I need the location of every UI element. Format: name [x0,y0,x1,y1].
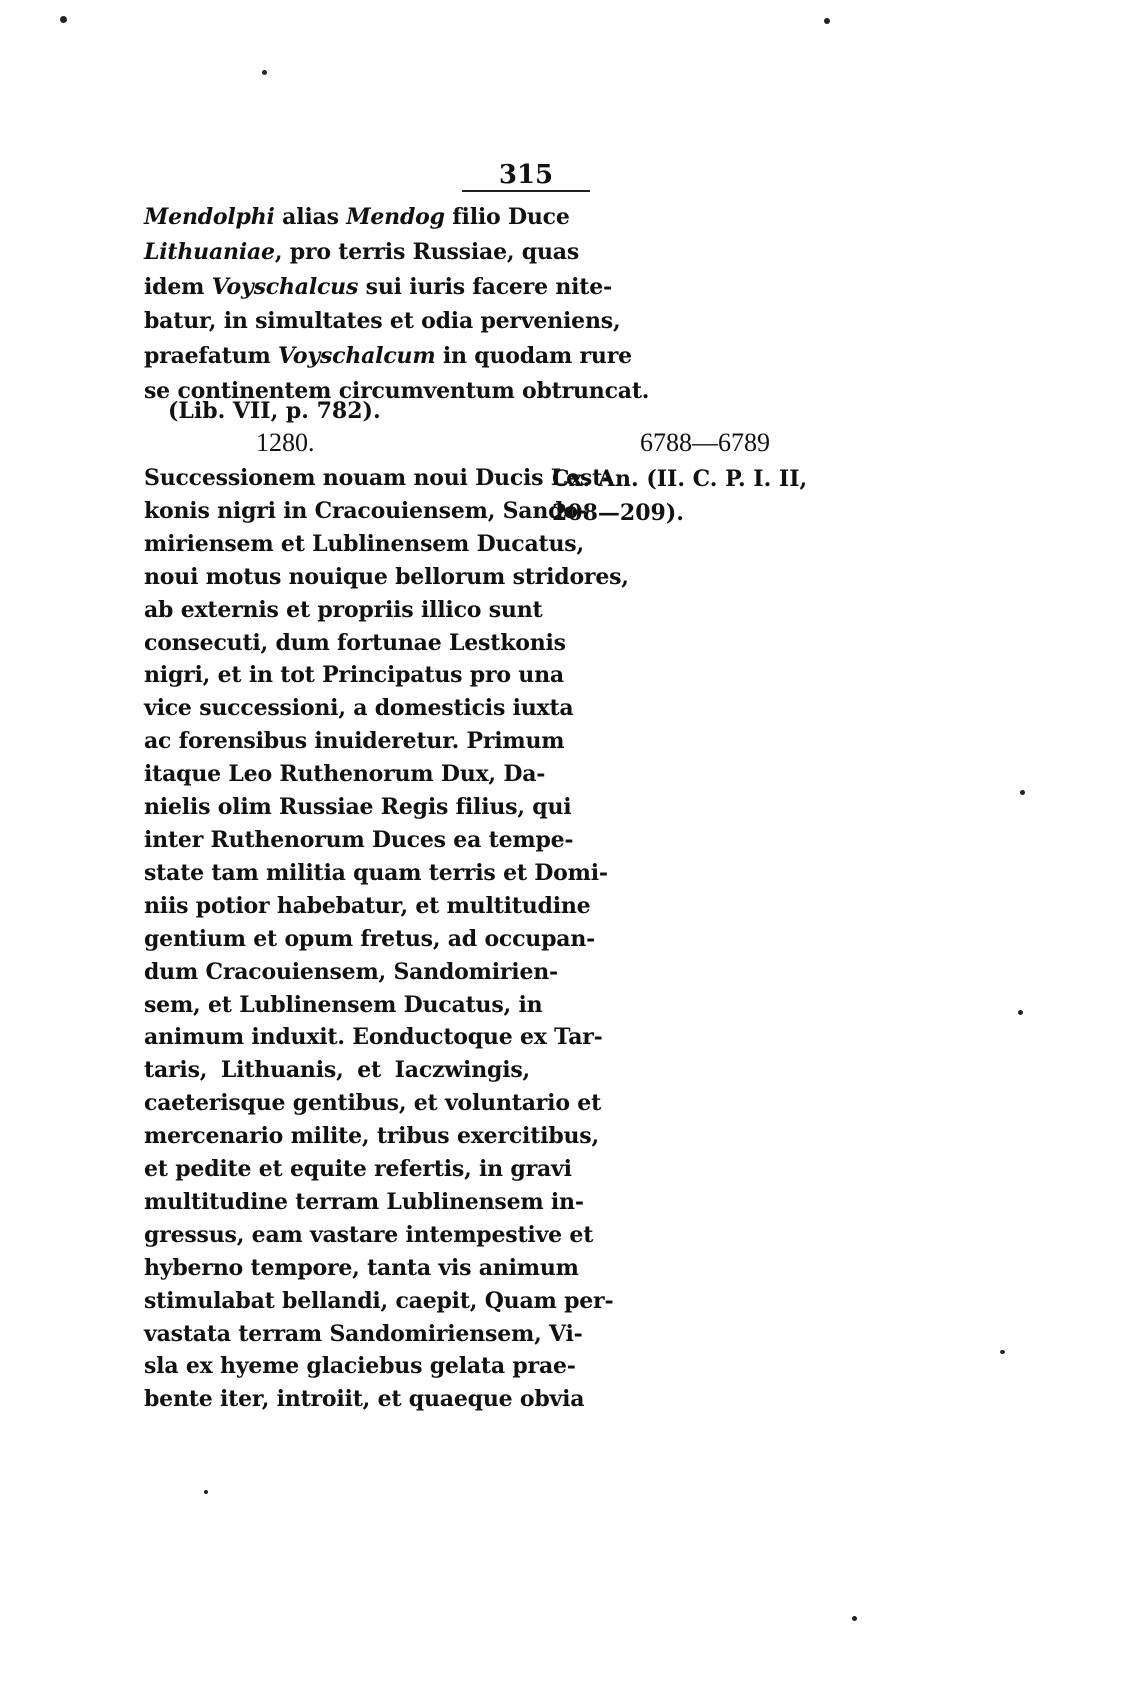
text-line: niis potior habebatur, et multitudine [144,892,591,919]
text-line: noui motus nouique bellorum stridores, [144,563,629,590]
text-line: miriensem et Lublinensem Ducatus, [144,530,584,557]
text-line: se continentem circumventum obtruncat. [144,377,650,404]
scan-speck [852,1616,857,1621]
text-line: caeterisque gentibus, et voluntario et [144,1090,602,1117]
text-line: gressus, eam vastare intempestive et [144,1221,594,1248]
text-line: itaque Leo Ruthenorum Dux, Da- [144,761,546,788]
text-line: Mendolphi alias Mendog filio Duce [144,204,570,230]
text-line: multitudine terram Lublinensem in- [144,1188,584,1215]
text-line: praefatum Voyschalcum in quodam rure [144,343,632,370]
text-line: vice successioni, a domesticis iuxta [144,695,574,722]
scan-speck [1020,790,1025,795]
text-line: Successionem nouam noui Ducis Lest- [144,465,611,491]
text-line: sla ex hyeme glaciebus gelata prae- [144,1353,576,1380]
year-marginal-heading: 6788—6789 [640,428,770,457]
text-line: gentium et opum fretus, ad occupan- [144,925,596,952]
text-line: idem Voyschalcus sui iuris facere nite- [144,273,612,300]
citation-line: Cx. An. (II. C. P. I. II, [552,466,808,492]
text-line: stimulabat bellandi, caepit, Quam per- [144,1287,614,1314]
text-line: et pedite et equite refertis, in gravi [144,1156,572,1183]
scan-speck [824,18,830,24]
scan-speck [204,1490,208,1494]
scan-speck [60,16,67,23]
text-line: consecuti, dum fortunae Lestkonis [144,629,566,656]
text-line: hyberno tempore, tanta vis animum [144,1254,579,1281]
book-reference: (Lib. VII, p. 782). [168,398,381,424]
scan-speck [262,70,267,75]
scan-speck [1018,1010,1023,1015]
scan-speck [1000,1350,1005,1354]
text-line: bente iter, introiit, et quaeque obvia [144,1386,585,1413]
text-line: vastata terram Sandomiriensem, Vi- [144,1320,583,1347]
text-line: state tam militia quam terris et Domi- [144,859,608,886]
text-line: konis nigri in Cracouiensem, Sando- [144,497,587,524]
text-line: sem, et Lublinensem Ducatus, in [144,991,543,1018]
text-line: dum Cracouiensem, Sandomirien- [144,958,558,985]
citation-line: 208—209). [552,500,684,526]
opening-paragraph [144,200,650,409]
text-line: batur, in simultates et odia perveniens, [144,308,621,335]
text-line: ab externis et propriis illico sunt [144,596,543,623]
text-line: ac forensibus inuideretur. Primum [144,728,565,755]
text-line: nigri, et in tot Principatus pro una [144,662,564,689]
text-line: taris, Lithuanis, et Iaczwingis, [144,1057,530,1084]
text-line: Lithuaniae, pro terris Russiae, quas [144,238,580,265]
text-line: animum induxit. Eonductoque ex Tar- [144,1024,603,1051]
text-line: mercenario milite, tribus exercitibus, [144,1123,599,1150]
page-number: 315 [462,158,590,192]
year-heading: 1280. [256,428,315,457]
text-line: inter Ruthenorum Duces ea tempe- [144,826,574,853]
text-line: nielis olim Russiae Regis filius, qui [144,794,572,821]
